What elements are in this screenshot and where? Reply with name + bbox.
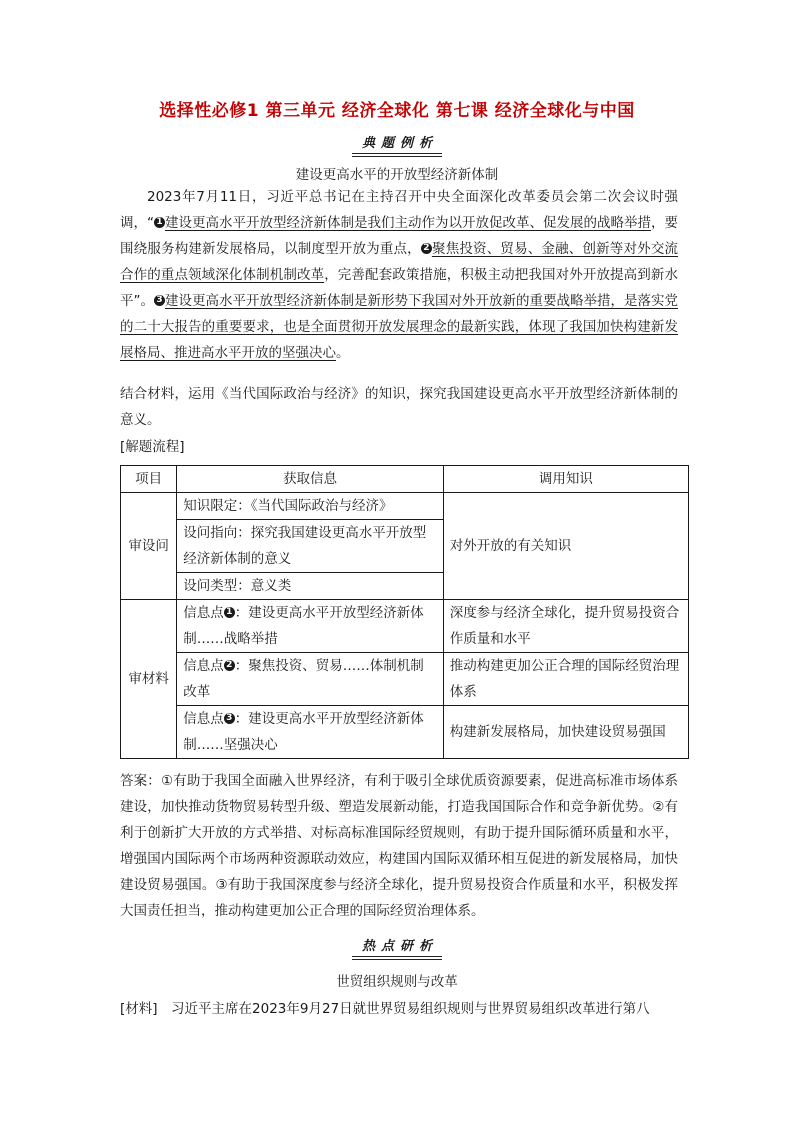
- section-heading-text: 热点研析: [352, 935, 442, 957]
- section-heading-examples: [0, 132, 794, 154]
- table-header-cell: 调用知识: [443, 466, 688, 493]
- material-paragraph: 2023年7月11日，习近平总书记在主持召开中央全面深化改革委员会第二次会议时强调，“ 1 建设更高水平开放型经济新体制是我们主动作为以开放促改革、促发展的战略举措，要围绕服务构建新发展格局，以制度型开放为重点， 2 聚焦投资、贸易、金融、创新等对外交流合作的重点领域深化体制机制改革，完善配套政策措施，积极主动把我国对外开放提高到新水平”。 3 建设更高水平开放型经济新体制是新形势下我国对外开放新的重要战略举措，是落实党的二十大报告的重要要求，也是全面贯彻开放发展理念的最新实践，体现了我国加快构建新发展格局、推进高水平开放的坚强决心。: [120, 189, 679, 361]
- table-cell-knowledge: 对外开放的有关知识: [443, 493, 688, 600]
- table-cell: 设问指向：探究我国建设更高水平开放型经济新体制的意义: [177, 520, 443, 573]
- topic-subheading: 世贸组织规则与改革: [336, 974, 458, 990]
- table-header-cell: 获取信息: [177, 466, 443, 493]
- topic-subheading: 建设更高水平的开放型经济新体制: [295, 167, 499, 183]
- underlined-phrase-3: 建设更高水平开放型经济新体制是新形势下我国对外开放新的重要战略举措，是落实党的二十大报告的重要要求，也是全面贯彻开放发展理念的最新实践，体现了我国加快构建新发展格局、推进高水平开放的坚强决心: [120, 293, 678, 361]
- answer-text: 答案：①有助于我国全面融入世界经济，有利于吸引全球优质资源要素，促进高标准市场体系建设，加快推动货物贸易转型升级、塑造发展新动能，打造我国国际合作和竞争新优势。②有利于创新扩大开放的方式举措、对标高标准国际经贸规则，有助于提升国际循环质量和水平，增强国内国际两个市场两种资源联动效应，构建国内国际双循环相互促进的新发展格局，加快建设贸易强国。③有助于我国深度参与经济全球化，提升贸易投资合作质量和水平，积极发挥大国责任担当，推动构建更加公正合理的国际经贸治理体系。: [120, 773, 678, 919]
- material-text: [材料] 习近平主席在2023年9月27日就世界贸易组织规则与世界贸易组织改革进行第八: [120, 1001, 650, 1017]
- marker-1-icon: 1: [154, 217, 165, 228]
- marker-2-icon: 2: [421, 243, 432, 254]
- group-label-material: 审材料: [121, 600, 177, 759]
- table-header-cell: 项目: [121, 466, 177, 493]
- table-row: [121, 493, 689, 520]
- section-heading-hotspot: [0, 935, 794, 957]
- analysis-table: [120, 465, 689, 759]
- table-cell-knowledge: 深度参与经济全球化，提升贸易投资合作质量和水平: [443, 600, 688, 653]
- table-cell-knowledge: 推动构建更加公正合理的国际经贸治理体系: [443, 653, 688, 706]
- section-heading-text: 典题例析: [352, 132, 442, 154]
- table-cell: 设问类型：意义类: [177, 573, 443, 600]
- table-cell: 信息点 3 ：建设更高水平开放型经济新体制……坚强决心: [177, 706, 443, 759]
- document-title: 选择性必修1 第三单元 经济全球化 第七课 经济全球化与中国: [159, 101, 635, 121]
- table-cell: 信息点 2 ：聚焦投资、贸易……体制机制改革: [177, 653, 443, 706]
- table-cell: 信息点 1 ：建设更高水平开放型经济新体制……战略举措: [177, 600, 443, 653]
- table-row: [121, 600, 689, 653]
- group-label-question: 审设问: [121, 493, 177, 600]
- underlined-phrase-1: 建设更高水平开放型经济新体制是我们主动作为以开放促改革、促发展的战略举措: [165, 215, 651, 231]
- marker-2-icon: 2: [224, 660, 235, 671]
- marker-3-icon: 3: [154, 295, 165, 306]
- table-header-row: [121, 466, 689, 493]
- table-row: [121, 706, 689, 759]
- question-text: 结合材料，运用《当代国际政治与经济》的知识，探究我国建设更高水平开放型经济新体制的意义。: [120, 386, 678, 428]
- table-cell: 知识限定：《当代国际政治与经济》: [177, 493, 443, 520]
- table-row: [121, 653, 689, 706]
- table-cell-knowledge: 构建新发展格局，加快建设贸易强国: [443, 706, 688, 759]
- marker-3-icon: 3: [224, 713, 235, 724]
- marker-1-icon: 1: [224, 607, 235, 618]
- flow-label: [解题流程]: [120, 439, 185, 455]
- underlined-phrase-2: 聚焦投资、贸易、金融、创新等对外交流合作的重点领域深化体制机制改革: [120, 241, 679, 283]
